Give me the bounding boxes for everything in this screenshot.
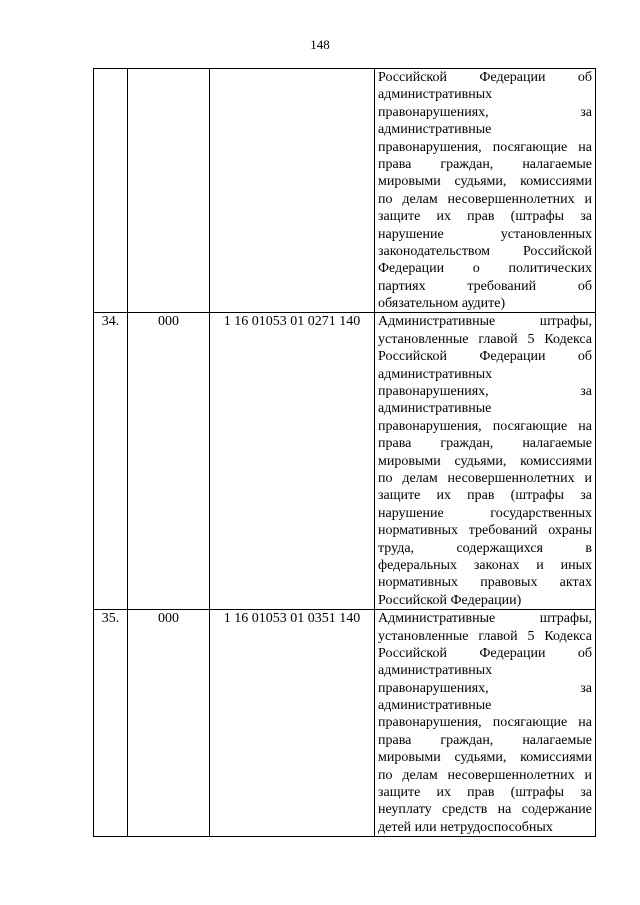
income-name-line: защите их прав (штрафы за — [378, 785, 592, 801]
income-name-line: мировыми судьями, комиссиями — [378, 174, 592, 190]
budget-code-cell — [210, 69, 375, 313]
page-number: 148 — [310, 37, 330, 52]
table-row — [94, 610, 596, 837]
income-name-line: обязательном аудите) — [378, 296, 506, 312]
income-name-line: правонарушениях, за — [378, 384, 592, 400]
income-name-line: административных — [378, 87, 493, 103]
income-name-line: административных — [378, 366, 493, 382]
table-row — [94, 69, 596, 313]
table-body — [94, 69, 596, 837]
income-name-line: законодательством Российской — [378, 243, 592, 259]
income-name-line: права граждан, налагаемые — [378, 436, 592, 452]
income-name-line: установленные главой 5 Кодекса — [378, 331, 592, 347]
income-name-line: нормативных правовых актах — [378, 575, 592, 591]
income-name-line: нормативных требований охраны — [378, 523, 592, 539]
admin-code-cell — [128, 610, 210, 837]
row-number-cell-text: 34. — [101, 314, 120, 330]
income-name-line: по делам несовершеннолетних и — [378, 470, 592, 486]
table-row — [94, 313, 596, 610]
income-name-line: Российской Федерации об — [378, 645, 592, 661]
income-name-line: нарушение государственных — [378, 505, 592, 521]
income-name-line: Российской Федерации) — [378, 592, 522, 608]
income-name-line: административные — [378, 122, 492, 138]
income-name-line: правонарушения, посягающие на — [378, 715, 592, 731]
row-number-cell — [94, 69, 128, 313]
income-name-line: мировыми судьями, комиссиями — [378, 750, 592, 766]
row-number-cell-text: 35. — [101, 611, 120, 627]
income-name-line: Административные штрафы, — [378, 611, 592, 627]
income-name-line: административные — [378, 698, 492, 714]
budget-code-cell — [210, 610, 375, 837]
income-name-line: права граждан, налагаемые — [378, 732, 592, 748]
budget-code-table — [93, 68, 596, 837]
income-name-cell — [375, 69, 596, 313]
income-name-line: партиях требований об — [378, 278, 592, 294]
row-number-cell — [94, 610, 128, 837]
income-name-line: нарушение установленных — [378, 226, 592, 242]
income-name-line: правонарушения, посягающие на — [378, 139, 592, 155]
income-name-line: административных — [378, 663, 493, 679]
income-name-line: труда, содержащихся в — [378, 540, 592, 556]
income-name-line: Российской Федерации об — [378, 70, 592, 85]
income-name-line: защите их прав (штрафы за — [378, 488, 592, 504]
admin-code-cell-text: 000 — [158, 611, 179, 627]
income-name-cell — [375, 610, 596, 837]
income-name-line: правонарушениях, за — [378, 104, 592, 120]
income-name-line: права граждан, налагаемые — [378, 156, 592, 172]
income-name-line: правонарушения, посягающие на — [378, 418, 592, 434]
income-name-line: по делам несовершеннолетних и — [378, 191, 592, 207]
income-name-line: административные — [378, 401, 492, 417]
income-name-cell — [375, 313, 596, 610]
income-name-line: федеральных законах и иных — [378, 557, 592, 573]
income-name-line: Российской Федерации об — [378, 349, 592, 365]
income-name-line: правонарушениях, за — [378, 680, 592, 696]
income-name-line: по делам несовершеннолетних и — [378, 767, 592, 783]
admin-code-cell — [128, 313, 210, 610]
admin-code-cell-text: 000 — [158, 314, 179, 330]
budget-code-cell — [210, 313, 375, 610]
income-name-line: мировыми судьями, комиссиями — [378, 453, 592, 469]
admin-code-cell — [128, 69, 210, 313]
income-name-line: неуплату средств на содержание — [378, 802, 592, 818]
income-name-line: Федерации о политических — [378, 261, 592, 277]
row-number-cell — [94, 313, 128, 610]
income-name-line: детей или нетрудоспособных — [378, 819, 553, 835]
income-name-line: защите их прав (штрафы за — [378, 209, 592, 225]
income-name-line: Административные штрафы, — [378, 314, 592, 330]
budget-code-cell-text: 1 16 01053 01 0351 140 — [223, 611, 361, 627]
budget-code-cell-text: 1 16 01053 01 0271 140 — [223, 314, 361, 330]
income-name-line: установленные главой 5 Кодекса — [378, 628, 592, 644]
